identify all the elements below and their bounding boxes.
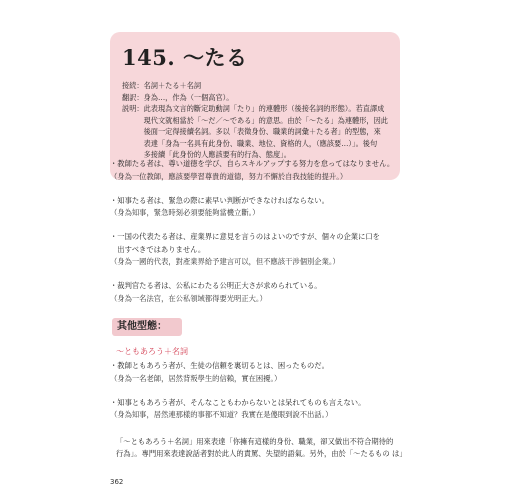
usage-note: 「～ともあろう＋名詞」用來表達「你擁有這樣的身份、職業，卻又做出不符合期待的 行為」。專門用來表達說話者對於此人的責罵、失望的語氣。另外，由於「～たるもの は」 <box>116 437 407 458</box>
example-japanese: ・一国の代表たる者は、産業界に意見を言うのはよいのですが、個々の企業に口を 出すべきではありません。 <box>110 232 380 254</box>
example-translation: （身為知事，居然連那樣的事都不知道？我實在是傻眼到說不出話。） <box>110 410 333 419</box>
example-translation: （身為一位教師，應該要學習尊貴的道德，努力不懈於自我技能的提升。） <box>110 171 348 181</box>
example-translation: （身為一名老師，居然背叛學生的信賴，實在困擾。） <box>110 373 282 383</box>
other-example-list <box>110 360 410 433</box>
explanation-block <box>122 103 388 161</box>
example-item <box>110 280 410 305</box>
page-number: 362 <box>110 478 124 486</box>
example-list <box>110 158 410 317</box>
example-item <box>110 397 410 422</box>
example-japanese: ・裁判官たる者は、公私にわたる公明正大さが求められている。 <box>110 281 322 290</box>
translation-line: 翻訳：身為…，作為（一個高官）。 <box>122 92 234 102</box>
explanation-label: 説明： <box>122 104 144 113</box>
example-item <box>110 231 410 268</box>
example-japanese: ・知事たる者は、緊急の際に素早い判断ができなければならない。 <box>110 195 329 205</box>
example-item <box>110 360 410 385</box>
example-japanese: ・知事ともあろう者が、そんなこともわからないとは呆れてものも言えない。 <box>110 397 366 407</box>
example-item <box>110 195 410 220</box>
example-japanese: ・教師たる者は、尊い道徳を学び、自らスキルアップする努力を怠ってはなりません。 <box>110 159 395 168</box>
other-forms-heading: 其他型態： <box>112 318 182 336</box>
explanation-text: 此表現為文言的斷定助動詞「たり」的連體形（後接名詞的形態）。若直譯成 現代文就相當於「～だ／～である」的意思。由於「～たる」為連體形，因此 後面一定得接續名詞。多以「表徵身份、職業的詞彙＋たる者」的型態，來 表達「身為一名具有此身份、職業、地位、資格的人，（應該要…）」。後句 多接續「此身份的人應該要有的行為、態度」。 <box>143 104 388 159</box>
connection-line: 接続：名詞＋たる＋名詞 <box>122 81 202 90</box>
example-translation: （身為一名法官，在公私領域都得要光明正大。） <box>110 293 267 303</box>
example-translation: （身為一國的代表，對產業界給予建言可以，但不應該干涉個別企業。） <box>110 257 340 266</box>
example-translation: （身為知事，緊急時刻必須要能夠當機立斷。） <box>110 208 260 217</box>
grammar-title: 145. ～たる <box>122 45 248 70</box>
example-item <box>110 158 410 183</box>
example-japanese: ・教師ともあろう者が、生徒の信頼を裏切るとは、困ったものだ。 <box>110 361 329 370</box>
sub-pattern-label: ～ともあろう＋名詞 <box>116 347 188 356</box>
